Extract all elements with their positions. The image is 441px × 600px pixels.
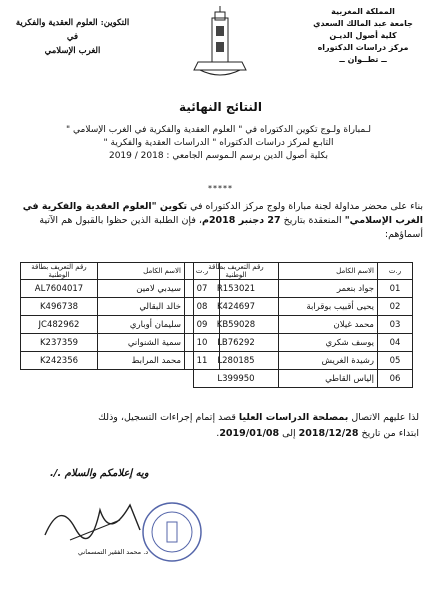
intro-line: التابـع لمركز دراسات الدكتوراه " الدراسات العقدية والفكرية " [103, 138, 334, 148]
closing-text: ويه إعلامكم والسلام ./. [50, 468, 149, 479]
table-row [194, 334, 413, 352]
cell-num: 06 [378, 370, 413, 388]
cell-num: 09 [185, 316, 220, 334]
cell-name: محمد المرابط [98, 352, 185, 370]
header-line: مركز دراسات الدكتوراه [317, 43, 409, 52]
table-header-row [21, 263, 220, 280]
cell-num: 10 [185, 334, 220, 352]
cell-num: 08 [185, 298, 220, 316]
cell-id: K237359 [21, 334, 98, 352]
intro-text [16, 124, 421, 163]
para-text: ، فإن الطلبة الذين حظوا بالقبول هم الآتية أسماؤهم: [39, 215, 423, 240]
cell-id: JC482962 [21, 316, 98, 334]
header-line: الغرب الإسلامي [44, 46, 101, 56]
table-row [194, 280, 413, 298]
cell-name: محمد غيلان [279, 316, 378, 334]
cell-num: 11 [185, 352, 220, 370]
header-name: الاسم الكامل [98, 263, 185, 280]
handwritten-signature [40, 490, 150, 550]
table-row [21, 298, 220, 316]
note-line [19, 426, 419, 442]
table-row [21, 280, 220, 298]
header-line: جامعة عبد المالك السعدي [313, 19, 413, 28]
header-id: رقم التعريف بطاقة الوطنية [21, 263, 98, 280]
cell-id: L280185 [194, 352, 279, 370]
cell-name: جواد بنعمر [279, 280, 378, 298]
header-line: كلية أصول الديـن [329, 31, 397, 40]
cell-num: 07 [185, 280, 220, 298]
cell-name: رشيدة الغريش [279, 352, 378, 370]
header-num: ر.ت [378, 263, 413, 280]
table-row [21, 334, 220, 352]
page-title: النتائج النهائية [179, 100, 262, 114]
results-table-left [20, 262, 220, 370]
cell-name: يوسف شكري [279, 334, 378, 352]
header-id: رقم التعريف بطاقة الوطنية [194, 263, 279, 280]
cell-name: سيدبي لامين [98, 280, 185, 298]
cell-id: R153021 [194, 280, 279, 298]
note-bold: بمصلحة الدراسات العليا [238, 412, 349, 423]
header-num: ر.ت [185, 263, 220, 280]
registration-note [19, 410, 419, 442]
intro-line: بكلية أصول الدين برسم الـموسم الجامعي : 2018 / 2019 [108, 151, 328, 161]
table-header-row [194, 263, 413, 280]
table-row [21, 316, 220, 334]
cell-id: K424697 [194, 298, 279, 316]
cell-id: KB59028 [194, 316, 279, 334]
decision-paragraph [13, 200, 423, 242]
para-bold: 27 دجنبر 2018م [201, 215, 281, 226]
table-row [194, 352, 413, 370]
header-institution [293, 6, 433, 66]
note-line [19, 410, 419, 426]
university-logo [190, 4, 250, 82]
para-bold: تكوين "العلوم العقدية والفكرية في الغرب الإسلامي" [22, 201, 423, 226]
para-text: بناء على محضر مداولة لجنة مباراة ولوج مركز الدكتوراه في [187, 201, 423, 212]
cell-num: 03 [378, 316, 413, 334]
note-text: . [216, 428, 220, 439]
note-text: ابتداء من تاريخ [358, 428, 419, 439]
header-line: ــ تطــوان ــ [339, 55, 387, 64]
cell-id: L399950 [194, 370, 279, 388]
cell-num: 01 [378, 280, 413, 298]
cell-id: K242356 [21, 352, 98, 370]
cell-id: K496738 [21, 298, 98, 316]
cell-name: سمية الشنواني [98, 334, 185, 352]
header-name: الاسم الكامل [279, 263, 378, 280]
cell-name: يحيى أقبيب بوقرابة [279, 298, 378, 316]
table-row [194, 316, 413, 334]
note-text: لذا عليهم الاتصال [348, 412, 419, 423]
note-text: إلى [279, 428, 299, 439]
results-table-right [193, 262, 413, 388]
note-text: قصد إتمام إجراءات التسجيل، وذلك [98, 412, 239, 423]
cell-id: LB76292 [194, 334, 279, 352]
table-row [21, 352, 220, 370]
table-row [194, 370, 413, 388]
header-program [10, 16, 135, 58]
signature-name: د. محمد الفقير التمسماني [78, 548, 149, 556]
cell-name: سليمان أوباري [98, 316, 185, 334]
cell-name: خالد البقالي [98, 298, 185, 316]
table-row [194, 298, 413, 316]
cell-name: إلياس القاطي [279, 370, 378, 388]
intro-line: لـمباراة ولـوج تكوين الدكتوراه في " العلوم العقدية والفكرية في الغرب الإسلامي " [66, 125, 371, 135]
note-date: 2019/01/08 [219, 428, 280, 439]
separator-stars: ***** [208, 184, 233, 193]
header-line: المملكة المغربية [331, 7, 395, 16]
note-date: 2018/12/28 [298, 428, 359, 439]
cell-num: 02 [378, 298, 413, 316]
cell-id: AL7604017 [21, 280, 98, 298]
cell-num: 04 [378, 334, 413, 352]
cell-num: 05 [378, 352, 413, 370]
header-line: التكوين: العلوم العقدية والفكرية في [15, 18, 130, 42]
para-text: المنعقدة بتاريخ [280, 215, 345, 226]
